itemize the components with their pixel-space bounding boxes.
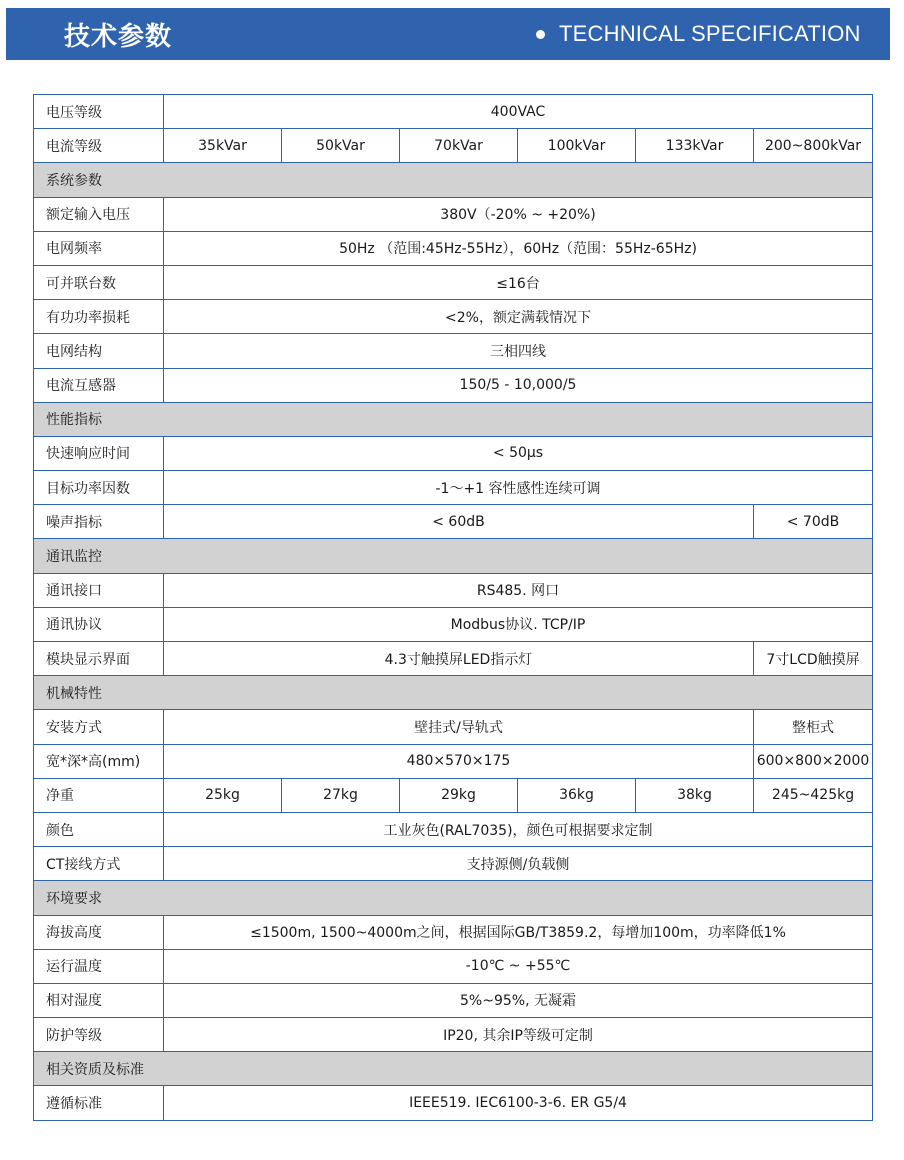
section-header-row [34, 163, 873, 197]
spec-row [34, 744, 873, 778]
spec-row [34, 915, 873, 949]
spec-label: 额定输入电压 [34, 197, 164, 231]
spec-row [34, 436, 873, 470]
spec-value: 36kg [518, 778, 636, 812]
section-title: 机械特性 [34, 676, 873, 710]
spec-row [34, 949, 873, 983]
section-title: 相关资质及标准 [34, 1052, 873, 1086]
spec-label: CT接线方式 [34, 847, 164, 881]
spec-label: 安装方式 [34, 710, 164, 744]
spec-row [34, 573, 873, 607]
spec-label: 海拔高度 [34, 915, 164, 949]
spec-value: 5%~95%, 无凝霜 [164, 983, 873, 1017]
spec-table [33, 94, 873, 1121]
spec-value: < 60dB [164, 505, 754, 539]
section-title: 性能指标 [34, 402, 873, 436]
spec-label: 快速响应时间 [34, 436, 164, 470]
spec-value: 38kg [636, 778, 754, 812]
spec-row [34, 812, 873, 846]
spec-value: IEEE519. IEC6100-3-6. ER G5/4 [164, 1086, 873, 1120]
spec-value: -10℃ ~ +55℃ [164, 949, 873, 983]
spec-value: 29kg [400, 778, 518, 812]
spec-label: 颜色 [34, 812, 164, 846]
spec-value: -1～+1 容性感性连续可调 [164, 471, 873, 505]
spec-label: 宽*深*高(mm) [34, 744, 164, 778]
section-header-row [34, 402, 873, 436]
spec-label: 电网频率 [34, 231, 164, 265]
spec-value: 25kg [164, 778, 282, 812]
spec-label: 模块显示界面 [34, 642, 164, 676]
section-title: 系统参数 [34, 163, 873, 197]
spec-row [34, 1086, 873, 1120]
section-title: 通讯监控 [34, 539, 873, 573]
section-header-row [34, 1052, 873, 1086]
spec-label: 防护等级 [34, 1018, 164, 1052]
spec-value: 380V（-20% ~ +20%) [164, 197, 873, 231]
spec-value: ≤1500m, 1500~4000m之间，根据国际GB/T3859.2，每增加100m，功率降低1% [164, 915, 873, 949]
spec-value: 50Hz （范围:45Hz-55Hz），60Hz（范围：55Hz-65Hz) [164, 231, 873, 265]
spec-value: < 70dB [754, 505, 873, 539]
spec-row [34, 983, 873, 1017]
bullet-dot-icon [536, 30, 545, 39]
spec-label: 运行温度 [34, 949, 164, 983]
spec-row [34, 607, 873, 641]
header-bar [6, 8, 890, 60]
spec-row [34, 1018, 873, 1052]
spec-value: 200~800kVar [754, 129, 873, 163]
spec-row [34, 300, 873, 334]
spec-label: 目标功率因数 [34, 471, 164, 505]
spec-label: 通讯接口 [34, 573, 164, 607]
spec-row [34, 197, 873, 231]
spec-value: 35kVar [164, 129, 282, 163]
spec-row [34, 368, 873, 402]
spec-row [34, 95, 873, 129]
spec-value: 100kVar [518, 129, 636, 163]
section-header-row [34, 676, 873, 710]
spec-label: 电网结构 [34, 334, 164, 368]
spec-row [34, 847, 873, 881]
spec-value: 4.3寸触摸屏LED指示灯 [164, 642, 754, 676]
spec-value: 400VAC [164, 95, 873, 129]
spec-label: 电流互感器 [34, 368, 164, 402]
spec-value: 27kg [282, 778, 400, 812]
spec-value: 70kVar [400, 129, 518, 163]
spec-value: <2%，额定满载情况下 [164, 300, 873, 334]
spec-value: RS485. 网口 [164, 573, 873, 607]
spec-row [34, 505, 873, 539]
section-title: 环境要求 [34, 881, 873, 915]
spec-label: 可并联台数 [34, 265, 164, 299]
spec-value: 壁挂式/导轨式 [164, 710, 754, 744]
spec-label: 电压等级 [34, 95, 164, 129]
spec-value: 三相四线 [164, 334, 873, 368]
spec-label: 噪声指标 [34, 505, 164, 539]
spec-row [34, 129, 873, 163]
spec-value: IP20, 其余IP等级可定制 [164, 1018, 873, 1052]
spec-row [34, 778, 873, 812]
spec-label: 相对湿度 [34, 983, 164, 1017]
spec-row [34, 710, 873, 744]
spec-label: 电流等级 [34, 129, 164, 163]
spec-value: 133kVar [636, 129, 754, 163]
spec-row [34, 265, 873, 299]
spec-row [34, 231, 873, 265]
page-subtitle: TECHNICAL SPECIFICATION [559, 21, 861, 46]
spec-label: 通讯协议 [34, 607, 164, 641]
spec-value: 480×570×175 [164, 744, 754, 778]
spec-value: 7寸LCD触摸屏 [754, 642, 873, 676]
spec-row [34, 334, 873, 368]
spec-table-body [34, 95, 873, 1121]
spec-value: 245~425kg [754, 778, 873, 812]
spec-value: 整柜式 [754, 710, 873, 744]
section-header-row [34, 881, 873, 915]
spec-value: < 50μs [164, 436, 873, 470]
spec-value: Modbus协议. TCP/IP [164, 607, 873, 641]
spec-value: 工业灰色(RAL7035)，颜色可根据要求定制 [164, 812, 873, 846]
spec-value: 50kVar [282, 129, 400, 163]
spec-label: 净重 [34, 778, 164, 812]
spec-label: 有功功率损耗 [34, 300, 164, 334]
spec-value: 600×800×2000 [754, 744, 873, 778]
spec-value: 支持源侧/负载侧 [164, 847, 873, 881]
section-header-row [34, 539, 873, 573]
page-title: 技术参数 [64, 22, 173, 52]
spec-row [34, 642, 873, 676]
spec-value: ≤16台 [164, 265, 873, 299]
spec-label: 遵循标准 [34, 1086, 164, 1120]
spec-value: 150/5 - 10,000/5 [164, 368, 873, 402]
spec-row [34, 471, 873, 505]
